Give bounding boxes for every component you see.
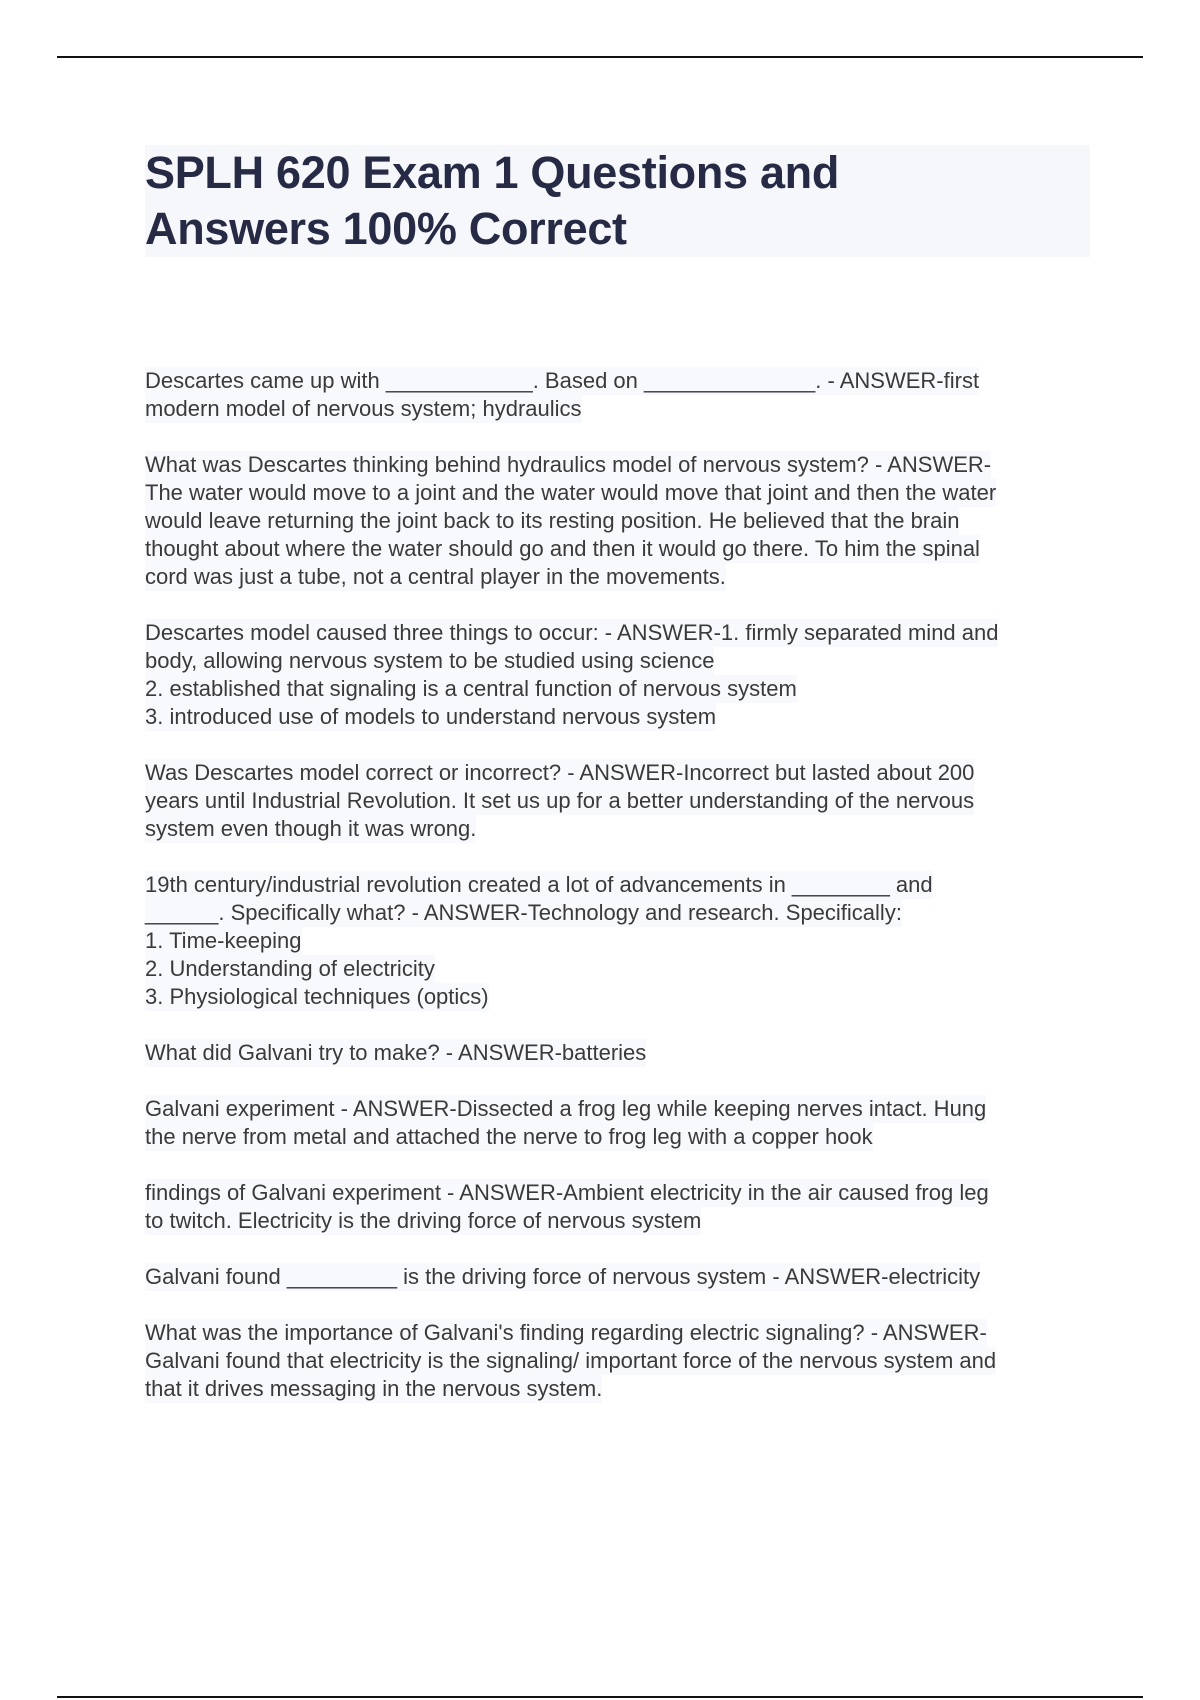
qa-line: What was Descartes thinking behind hydraulics model of nervous system? - ANSWER- xyxy=(145,452,992,477)
qa-item xyxy=(145,451,1095,591)
qa-item xyxy=(145,619,1095,731)
qa-line: to twitch. Electricity is the driving force of nervous system xyxy=(145,1208,702,1233)
qa-item xyxy=(145,1319,1095,1403)
qa-item xyxy=(145,367,1095,423)
qa-line: Descartes model caused three things to occur: - ANSWER-1. firmly separated mind and xyxy=(145,620,999,645)
qa-line: body, allowing nervous system to be studied using science xyxy=(145,648,715,673)
qa-line: that it drives messaging in the nervous system. xyxy=(145,1376,603,1401)
qa-item xyxy=(145,1179,1095,1235)
qa-line: 19th century/industrial revolution created a lot of advancements in ________ and xyxy=(145,872,933,897)
qa-line: the nerve from metal and attached the nerve to frog leg with a copper hook xyxy=(145,1124,873,1149)
qa-item xyxy=(145,1095,1095,1151)
qa-item xyxy=(145,1263,1095,1291)
qa-list xyxy=(145,367,1095,1431)
qa-line: What was the importance of Galvani's finding regarding electric signaling? - ANSWER- xyxy=(145,1320,987,1345)
qa-item xyxy=(145,759,1095,843)
qa-line: The water would move to a joint and the water would move that joint and then the water xyxy=(145,480,997,505)
qa-line: 1. Time-keeping xyxy=(145,928,302,953)
qa-item xyxy=(145,871,1095,1011)
qa-line: 2. Understanding of electricity xyxy=(145,956,435,981)
title-line: SPLH 620 Exam 1 Questions and xyxy=(145,147,840,198)
qa-line: Was Descartes model correct or incorrect? - ANSWER-Incorrect but lasted about 200 xyxy=(145,760,975,785)
qa-line: modern model of nervous system; hydraulics xyxy=(145,396,582,421)
qa-line: thought about where the water should go and then it would go there. To him the spinal xyxy=(145,536,980,561)
qa-line: 2. established that signaling is a central function of nervous system xyxy=(145,676,797,701)
qa-line: Descartes came up with ____________. Based on ______________. - ANSWER-first xyxy=(145,368,980,393)
qa-line: ______. Specifically what? - ANSWER-Technology and research. Specifically: xyxy=(145,900,902,925)
qa-line: Galvani experiment - ANSWER-Dissected a frog leg while keeping nerves intact. Hung xyxy=(145,1096,987,1121)
qa-line: system even though it was wrong. xyxy=(145,816,477,841)
qa-line: cord was just a tube, not a central player in the movements. xyxy=(145,564,726,589)
qa-line: Galvani found _________ is the driving force of nervous system - ANSWER-electricity xyxy=(145,1264,981,1289)
qa-line: 3. introduced use of models to understand nervous system xyxy=(145,704,717,729)
qa-line: years until Industrial Revolution. It set us up for a better understanding of the nervous xyxy=(145,788,975,813)
qa-line: findings of Galvani experiment - ANSWER-Ambient electricity in the air caused frog leg xyxy=(145,1180,989,1205)
document-title xyxy=(145,145,1090,257)
header-rule xyxy=(57,56,1143,58)
qa-line: What did Galvani try to make? - ANSWER-batteries xyxy=(145,1040,647,1065)
qa-line: Galvani found that electricity is the signaling/ important force of the nervous system and xyxy=(145,1348,997,1373)
qa-item xyxy=(145,1039,1095,1067)
qa-line: would leave returning the joint back to its resting position. He believed that the brain xyxy=(145,508,960,533)
title-line: Answers 100% Correct xyxy=(145,203,627,254)
qa-line: 3. Physiological techniques (optics) xyxy=(145,984,489,1009)
footer-rule xyxy=(57,1696,1143,1698)
